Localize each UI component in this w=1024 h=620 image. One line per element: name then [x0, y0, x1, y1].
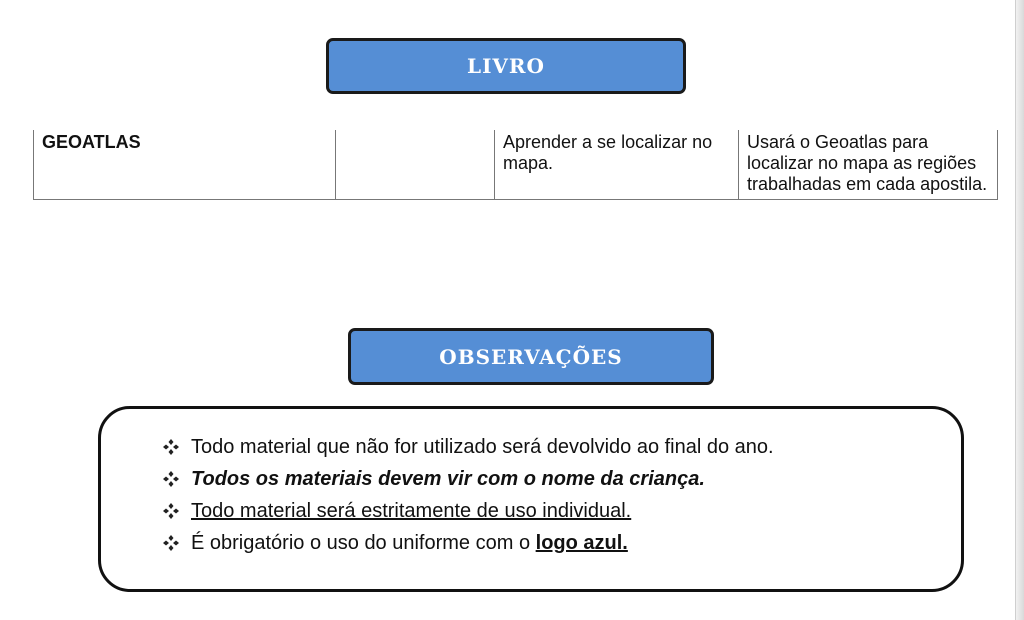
observacoes-title: OBSERVAÇÕES [439, 344, 623, 369]
list-item [163, 463, 774, 495]
observations-box [98, 406, 964, 592]
livro-section-header [326, 38, 686, 94]
observation-text-prefix: É obrigatório o uso do uniforme com o [191, 532, 536, 554]
list-item [163, 431, 774, 463]
list-item [163, 495, 774, 527]
observation-text: Todo material será estritamente de uso individual. [191, 500, 632, 522]
quantity-cell [336, 130, 495, 200]
logo-azul-emphasis: logo azul. [535, 532, 628, 554]
list-item [163, 527, 774, 559]
table-row [34, 130, 998, 200]
objective-cell: Aprender a se localizar no mapa. [495, 130, 739, 200]
page-edge-shadow [1015, 0, 1024, 620]
observation-text: Todo material que não for utilizado será devolvido ao final do ano. [191, 436, 774, 458]
observation-text [191, 527, 628, 559]
four-diamond-bullet-icon [163, 503, 179, 519]
four-diamond-bullet-icon [163, 535, 179, 551]
usage-cell: Usará o Geoatlas para localizar no mapa as regiões trabalhadas em cada apostila. [739, 130, 998, 200]
four-diamond-bullet-icon [163, 471, 179, 487]
book-table [33, 130, 998, 200]
observation-text: Todos os materiais devem vir com o nome da criança. [191, 468, 705, 490]
observacoes-section-header [348, 328, 714, 385]
four-diamond-bullet-icon [163, 439, 179, 455]
livro-title: LIVRO [467, 54, 545, 78]
material-cell: GEOATLAS [34, 130, 336, 200]
observations-list [163, 431, 774, 559]
